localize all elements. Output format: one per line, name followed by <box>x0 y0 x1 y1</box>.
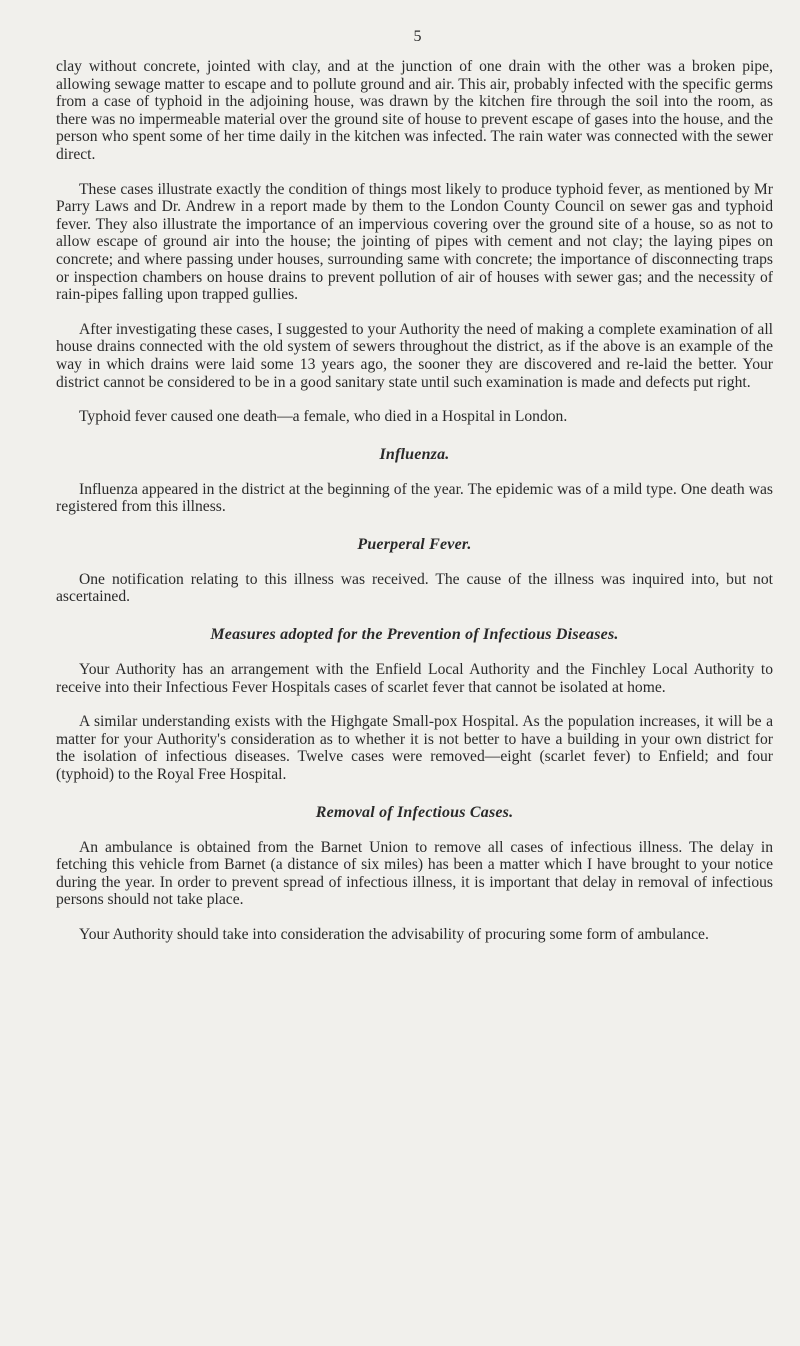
paragraph-typhoid-conditions: These cases illustrate exactly the condition of things most likely to produce typhoid fever, as mentioned by Mr Parry Laws and Dr. Andrew in a report made by them to the London County Council on sewer gas and typhoid fever. They also illustrate the importance of an impervious covering over the ground site of a house, so as not to allow escape of ground air into the house; the jointing of pipes with cement and not clay; the laying pipes on concrete; and where passing under houses, surrounding same with concrete; the importance of disconnecting traps or inspection chambers on house drains to prevent pollution of air of houses with sewer gas; and the necessity of rain-pipes falling upon trapped gullies. <box>56 180 773 304</box>
paragraph-influenza: Influenza appeared in the district at the beginning of the year. The epidemic was of a mild type. One death was registered from this illness. <box>56 480 773 516</box>
paragraph-smallpox-hospital: A similar understanding exists with the Highgate Small-pox Hospital. As the population increases, it will be a matter for your Authority's consideration as to whether it is not better to have a building in your own district for the isolation of infectious diseases. Twelve cases were removed—eight (scarlet fever) to Enfield; and four (typhoid) to the Royal Free Hospital. <box>56 713 773 784</box>
paragraph-typhoid-death: Typhoid fever caused one death—a female, who died in a Hospital in London. <box>79 408 568 426</box>
paragraph-ambulance-barnet: An ambulance is obtained from the Barnet Union to remove all cases of infectious illness. The delay in fetching this vehicle from Barnet (a distance of six miles) has been a matter which I have brought to your notice during the year. In order to prevent spread of infectious illness, it is important that delay in removal of infectious persons should not take place. <box>56 838 773 909</box>
heading-removal-of-cases: Removal of Infectious Cases. <box>315 803 514 821</box>
page-number: 5 <box>413 28 422 45</box>
paragraph-puerperal-fever: One notification relating to this illness was received. The cause of the illness was inquired into, but not ascertained. <box>56 570 773 606</box>
paragraph-drain-case: clay without concrete, jointed with clay, and at the junction of one drain with the other was a broken pipe, allowing sewage matter to escape and to pollute ground and air. This air, probably infected with the specific germs from a case of typhoid in the adjoining house, was drawn by the kitchen fire through the soil into the room, as there was no impermeable material over the ground site of house to prevent escape of gases into the house, and the person who spent some of her time daily in the kitchen was infected. The rain water was connected with the sewer direct. <box>56 58 773 163</box>
heading-puerperal-fever: Puerperal Fever. <box>357 535 472 553</box>
paragraph-procure-ambulance: Your Authority should take into consideration the advisability of procuring some form of ambulance. <box>79 926 709 943</box>
paragraph-examination-suggestion: After investigating these cases, I suggested to your Authority the need of making a complete examination of all house drains connected with the old system of sewers throughout the district, as if the above is an example of the way in which drains were laid some 13 years ago, the sooner they are discovered and re-laid the better. Your district cannot be considered to be in a good sanitary state until such examination is made and defects put right. <box>56 320 773 391</box>
heading-influenza: Influenza. <box>379 445 450 463</box>
heading-prevention-measures: Measures adopted for the Prevention of Infectious Diseases. <box>210 626 619 644</box>
paragraph-hospital-arrangement: Your Authority has an arrangement with the Enfield Local Authority and the Finchley Local Authority to receive into their Infectious Fever Hospitals cases of scarlet fever that cannot be isolated at home. <box>56 661 773 696</box>
